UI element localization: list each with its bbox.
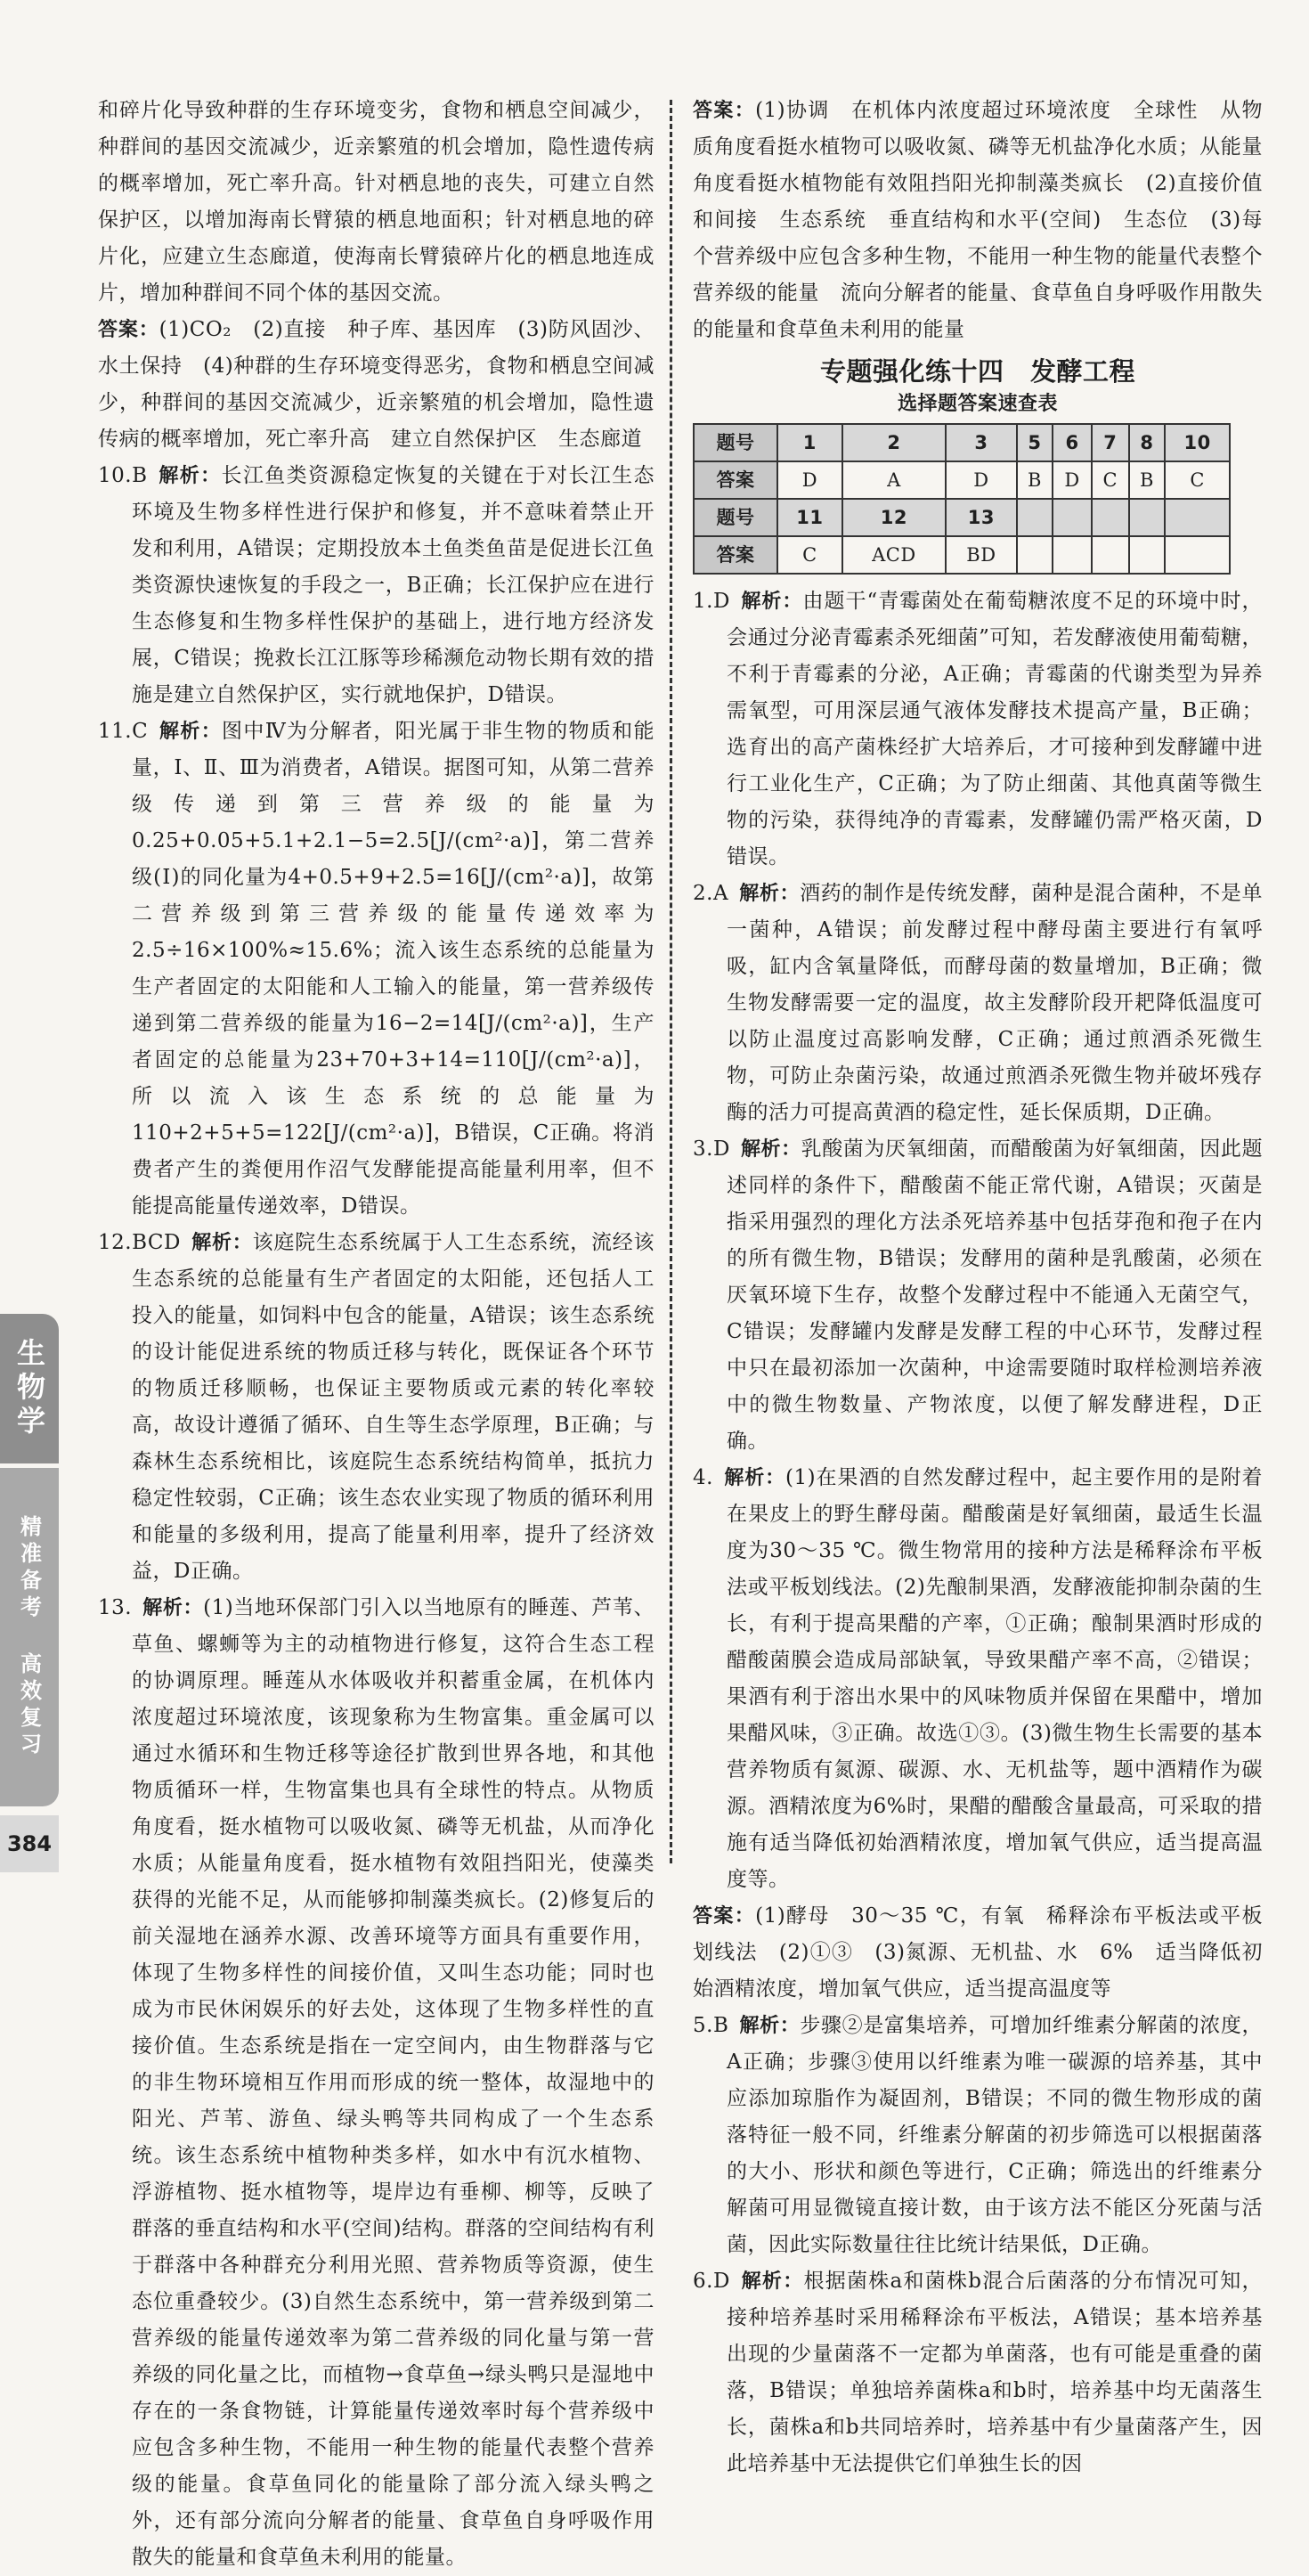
answer-item xyxy=(98,1225,654,1590)
item-number: 12.BCD xyxy=(98,1231,181,1254)
table-cell-answer: D xyxy=(1053,461,1092,499)
item-number: 11.C xyxy=(98,720,149,743)
page-number: 384 xyxy=(0,1815,59,1872)
table-header-cell: 答案 xyxy=(694,461,777,499)
item-label: 解析： xyxy=(191,1232,253,1254)
item-text: (1)当地环保部门引入以当地原有的睡莲、芦苇、草鱼、螺蛳等为主的动植物进行修复，这符合生态工程的协调原理。睡莲从水体吸收并积蓄重金属，在机体内浓度超过环境浓度，该现象称为生物富集。重金属可以通过水循环和生物迁移等途径扩散到世界各地，和其他物质循环一样，生物富集也具有全球性的特点。从物质角度看，挺水植物可以吸收氮、磷等无机盐，从而净化水质；从能量角度看，挺水植物有效阻挡阳光，使藻类获得的光能不足，从而能够抑制藻类疯长。(2)修复后的前关湿地在涵养水源、改善环境等方面具有重要作用，体现了生物多样性的间接价值，又叫生态功能；同时也成为市民休闲娱乐的好去处，这体现了生物多样性的直接价值。生态系统是指在一定空间内，由生物群落与它的非生物环境相互作用而形成的统一整体，故湿地中的阳光、芦苇、游鱼、绿头鸭等共同构成了一个生态系统。该生态系统中植物种类多样，如水中有沉水植物、浮游植物、挺水植物等，堤岸边有垂柳、柳等，反映了群落的垂直结构和水平(空间)结构。群落的空间结构有利于群落中各种群充分利用光照、营养物质等资源，使生态位重叠较少。(3)自然生态系统中，第一营养级到第二营养级的能量传递效率为第二营养级的同化量与第一营养级的同化量之比，而植物→食草鱼→绿头鸭只是湿地中存在的一条食物链，计算能量传递效率时每个营养级中应包含多种生物，不能用一种生物的能量代表整个营养级的能量。食草鱼同化的能量除了部分流入绿头鸭之外，还有部分流向分解者的能量、食草鱼自身呼吸作用散失的能量和食草鱼未利用的能量。 xyxy=(132,1596,654,2569)
item-text: (1)在果酒的自然发酵过程中，起主要作用的是附着在果皮上的野生酵母菌。醋酸菌是好氧细菌，最适生长温度为30～35 ℃。微生物常用的接种方法是稀释涂布平板法或平板划线法。(2)先酿制果酒，发酵液能抑制杂菌的生长，有利于提高果醋的产率，①正确；酿制果酒时形成的醋酸菌膜会造成局部缺氧，导致果醋产率不高，②错误；果酒有利于溶出水果中的风味物质并保留在果醋中，增加果醋风味，③正确。故选①③。(3)微生物生长需要的基本营养物质有氮源、碳源、水、无机盐等，题中酒精作为碳源。酒精浓度为6%时，果醋的醋酸含量最高，可采取的措施有适当降低初始酒精浓度，增加氧气供应，适当提高温度等。 xyxy=(727,1466,1263,1891)
item-label: 解析： xyxy=(159,721,223,743)
table-cell-answer: C xyxy=(1165,461,1230,499)
answer-item xyxy=(693,1131,1263,1460)
table-cell-num: 5 xyxy=(1017,424,1053,461)
table-cell-num: 13 xyxy=(946,499,1017,536)
table-cell-num: 2 xyxy=(842,424,946,461)
answer-text: (1)协调 在机体内浓度超过环境浓度 全球性 从物质角度看挺水植物可以吸收氮、磷等无机盐净化水质；从能量角度看挺水植物能有效阻挡阳光抑制藻类疯长 (2)直接价值和间接 生态系统 垂直结构和水平(空间) 生态位 (3)每个营养级中应包含多种生物，不能用一种生物的能量代表整个营养级的能量 流向分解者的能量、食草鱼自身呼吸作用散失的能量和食草鱼未利用的能量 xyxy=(693,99,1263,341)
table-cell-answer: D xyxy=(777,461,842,499)
answer-item xyxy=(98,713,654,1225)
table-cell-num: 8 xyxy=(1129,424,1165,461)
item-text: 图中Ⅳ为分解者，阳光属于非生物的物质和能量，Ⅰ、Ⅱ、Ⅲ为消费者，A错误。据图可知，从第二营养级传递到第三营养级的能量为0.25+0.05+5.1+2.1−5=2.5[J/(cm²·a)]，第二营养级(Ⅰ)的同化量为4+0.5+9+2.5=16[J/(cm²·a)]，故第二营养级到第三营养级的能量传递效率为2.5÷16×100%≈15.6%；流入该生态系统的总能量为生产者固定的太阳能和人工输入的能量，第一营养级传递到第二营养级的能量为16−2=14[J/(cm²·a)]，生产者固定的总能量为23+70+3+14=110[J/(cm²·a)]，所以流入该生态系统的总能量为110+2+5+5=122[J/(cm²·a)]，B错误，C正确。将消费者产生的粪便用作沼气发酵能提高能量利用率，但不能提高能量传递效率，D错误。 xyxy=(132,720,654,1218)
table-row-nums-2 xyxy=(694,499,1230,536)
table-cell-empty xyxy=(1165,499,1230,536)
table-cell-empty xyxy=(1092,536,1129,574)
item-number: 10.B xyxy=(98,464,148,487)
text-paragraph xyxy=(98,93,654,312)
series-tab: 精准备考 高效复习 xyxy=(0,1468,59,1806)
table-cell-answer: D xyxy=(946,461,1017,499)
table-cell-empty xyxy=(1092,499,1129,536)
table-row-nums-1 xyxy=(694,424,1230,461)
answer-item xyxy=(693,583,1263,876)
left-column xyxy=(98,93,654,2576)
answer-item xyxy=(98,1590,654,2576)
answer-item xyxy=(693,876,1263,1131)
item-text: 步骤②是富集培养，可增加纤维素分解菌的浓度，A正确；步骤③使用以纤维素为唯一碳源的培养基，其中应添加琼脂作为凝固剂，B错误；不同的微生物形成的菌落特征一般不同，纤维素分解菌的初步筛选可以根据菌落的大小、形状和颜色等进行，C正确；筛选出的纤维素分解菌可用显微镜直接计数，由于该方法不能区分死菌与活菌，因此实际数量往往比统计结果低，D正确。 xyxy=(727,2014,1263,2256)
table-row-answers-1 xyxy=(694,461,1230,499)
item-number: 3.D xyxy=(693,1137,730,1161)
table-row-answers-2 xyxy=(694,536,1230,574)
table-cell-empty xyxy=(1165,536,1230,574)
table-header-cell: 答案 xyxy=(694,536,777,574)
answer-item xyxy=(98,458,654,713)
table-cell-num: 10 xyxy=(1165,424,1230,461)
item-label: 解析： xyxy=(739,883,801,905)
table-cell-empty xyxy=(1017,536,1053,574)
item-number: 1.D xyxy=(693,590,730,613)
table-cell-empty xyxy=(1017,499,1053,536)
table-cell-answer: A xyxy=(842,461,946,499)
item-label: 解析： xyxy=(739,2015,801,2037)
item-label: 解析： xyxy=(740,591,803,613)
table-cell-answer: BD xyxy=(946,536,1017,574)
column-divider xyxy=(670,100,672,1863)
table-cell-num: 3 xyxy=(946,424,1017,461)
item-number: 6.D xyxy=(693,2270,730,2293)
table-cell-num: 7 xyxy=(1092,424,1129,461)
item-label: 解析： xyxy=(723,1467,786,1489)
subject-tab: 生物学 xyxy=(0,1314,59,1463)
table-cell-answer: B xyxy=(1129,461,1165,499)
item-label: 解析： xyxy=(740,2270,804,2293)
answer-paragraph xyxy=(693,93,1263,348)
item-label: 答案： xyxy=(693,1905,756,1928)
item-label: 解析： xyxy=(142,1597,204,1619)
table-header-cell: 题号 xyxy=(694,424,777,461)
item-number: 5.B xyxy=(693,2014,729,2037)
table-cell-empty xyxy=(1129,499,1165,536)
item-text: 根据菌株a和菌株b混合后菌落的分布情况可知，接种培养基时采用稀释涂布平板法，A错误；基本培养基出现的少量菌落不一定都为单菌落，也有可能是重叠的菌落，B错误；单独培养菌株a和b时，培养基中均无菌落生长，菌株a和b共同培养时，培养基中有少量菌落产生，因此培养基中无法提供它们单独生长的因 xyxy=(727,2270,1263,2475)
right-column xyxy=(693,93,1263,2482)
answer-paragraph xyxy=(693,1898,1263,2008)
table-cell-empty xyxy=(1053,536,1092,574)
item-text: 该庭院生态系统属于人工生态系统，流经该生态系统的总能量有生产者固定的太阳能，还包括人工投入的能量，如饲料中包含的能量，A错误；该生态系统的设计能促进系统的物质迁移与转化，既保证各个环节的物质迁移顺畅，也保证主要物质或元素的转化率较高，故设计遵循了循环、自生等生态学原理，B正确；与森林生态系统相比，该庭院生态系统结构简单，抵抗力稳定性较弱，C正确；该生态农业实现了物质的循环利用和能量的多级利用，提高了能量利用率，提升了经济效益，D正确。 xyxy=(132,1231,654,1583)
item-text: (1)酵母 30～35 ℃，有氧 稀释涂布平板法或平板划线法 (2)①③ (3)氮源、无机盐、水 6% 适当降低初始酒精浓度，增加氧气供应，适当提高温度等 xyxy=(693,1904,1263,2001)
table-cell-answer: C xyxy=(777,536,842,574)
item-label: 答案： xyxy=(98,319,159,341)
item-number: 2.A xyxy=(693,882,729,905)
section-title: 专题强化练十四 发酵工程 xyxy=(819,356,1135,387)
table-title: 选择题答案速查表 xyxy=(897,393,1058,415)
table-cell-answer: ACD xyxy=(842,536,946,574)
answer-item xyxy=(693,2008,1263,2263)
table-cell-empty xyxy=(1053,499,1092,536)
item-text: 和碎片化导致种群的生存环境变劣，食物和栖息空间减少，种群间的基因交流减少，近亲繁殖的机会增加，隐性遗传病的概率增加，死亡率升高。针对栖息地的丧失，可建立自然保护区，以增加海南长臂猿的栖息地面积；针对栖息地的碎片化，应建立生态廊道，使海南长臂猿碎片化的栖息地连成片，增加种群间不同个体的基因交流。 xyxy=(98,99,654,305)
table-cell-num: 11 xyxy=(777,499,842,536)
item-text: 长江鱼类资源稳定恢复的关键在于对长江生态环境及生物多样性进行保护和修复，并不意味着禁止开发和利用，A错误；定期投放本土鱼类鱼苗是促进长江鱼类资源快速恢复的手段之一，B正确；长江保护应在进行生态修复和生物多样性保护的基础上，进行地方经济发展，C错误；挽救长江江豚等珍稀濒危动物长期有效的措施是建立自然保护区，实行就地保护，D错误。 xyxy=(132,464,654,706)
answer-label: 答案： xyxy=(693,100,756,122)
table-cell-num: 12 xyxy=(842,499,946,536)
item-label: 解析： xyxy=(740,1138,801,1161)
item-label: 解析： xyxy=(158,465,222,487)
answer-paragraph xyxy=(98,312,654,458)
table-cell-answer: C xyxy=(1092,461,1129,499)
item-text: 由题干“青霉菌处在葡萄糖浓度不足的环境中时，会通过分泌青霉素杀死细菌”可知，若发酵液使用葡萄糖，不利于青霉素的分泌，A正确；青霉菌的代谢类型为异养需氧型，可用深层通气液体发酵技术提高产量，B正确；选育出的高产菌株经扩大培养后，才可接种到发酵罐中进行工业化生产，C正确；为了防止细菌、其他真菌等微生物的污染，获得纯净的青霉素，发酵罐仍需严格灭菌，D错误。 xyxy=(727,590,1263,868)
answer-table xyxy=(693,423,1231,575)
item-text: 乳酸菌为厌氧细菌，而醋酸菌为好氧细菌，因此题述同样的条件下，醋酸菌不能正常代谢，A错误；灭菌是指采用强烈的理化方法杀死培养基中包括芽孢和孢子在内的所有微生物，B错误；发酵用的菌种是乳酸菌，必须在厌氧环境下生存，故整个发酵过程中不能通入无菌空气，C错误；发酵罐内发酵是发酵工程的中心环节，发酵过程中只在最初添加一次菌种，中途需要随时取样检测培养液中的微生物数量、产物浓度，以便了解发酵进程，D正确。 xyxy=(727,1137,1263,1453)
item-number: 13. xyxy=(98,1596,133,1619)
table-cell-num: 1 xyxy=(777,424,842,461)
item-text: (1)CO₂ (2)直接 种子库、基因库 (3)防风固沙、水土保持 (4)种群的生存环境变得恶劣，食物和栖息空间减少，种群间的基因交流减少，近亲繁殖的机会增加，隐性遗传病的概率增加，死亡率升高 建立自然保护区 生态廊道 xyxy=(98,318,654,451)
table-cell-num: 6 xyxy=(1053,424,1092,461)
answer-item xyxy=(693,2263,1263,2482)
table-cell-answer: B xyxy=(1017,461,1053,499)
item-text: 酒药的制作是传统发酵，菌种是混合菌种，不是单一菌种，A错误；前发酵过程中酵母菌主要进行有氧呼吸，缸内含氧量降低，而酵母菌的数量增加，B正确；微生物发酵需要一定的温度，故主发酵阶段开耙降低温度可以防止温度过高影响发酵，C正确；通过煎酒杀死微生物，可防止杂菌污染，故通过煎酒杀死微生物并破坏残存酶的活力可提高黄酒的稳定性，延长保质期，D正确。 xyxy=(727,882,1263,1124)
item-number: 4. xyxy=(693,1466,713,1489)
table-cell-empty xyxy=(1129,536,1165,574)
answer-item xyxy=(693,1460,1263,1898)
table-header-cell: 题号 xyxy=(694,499,777,536)
right-answers-list xyxy=(693,583,1263,2482)
